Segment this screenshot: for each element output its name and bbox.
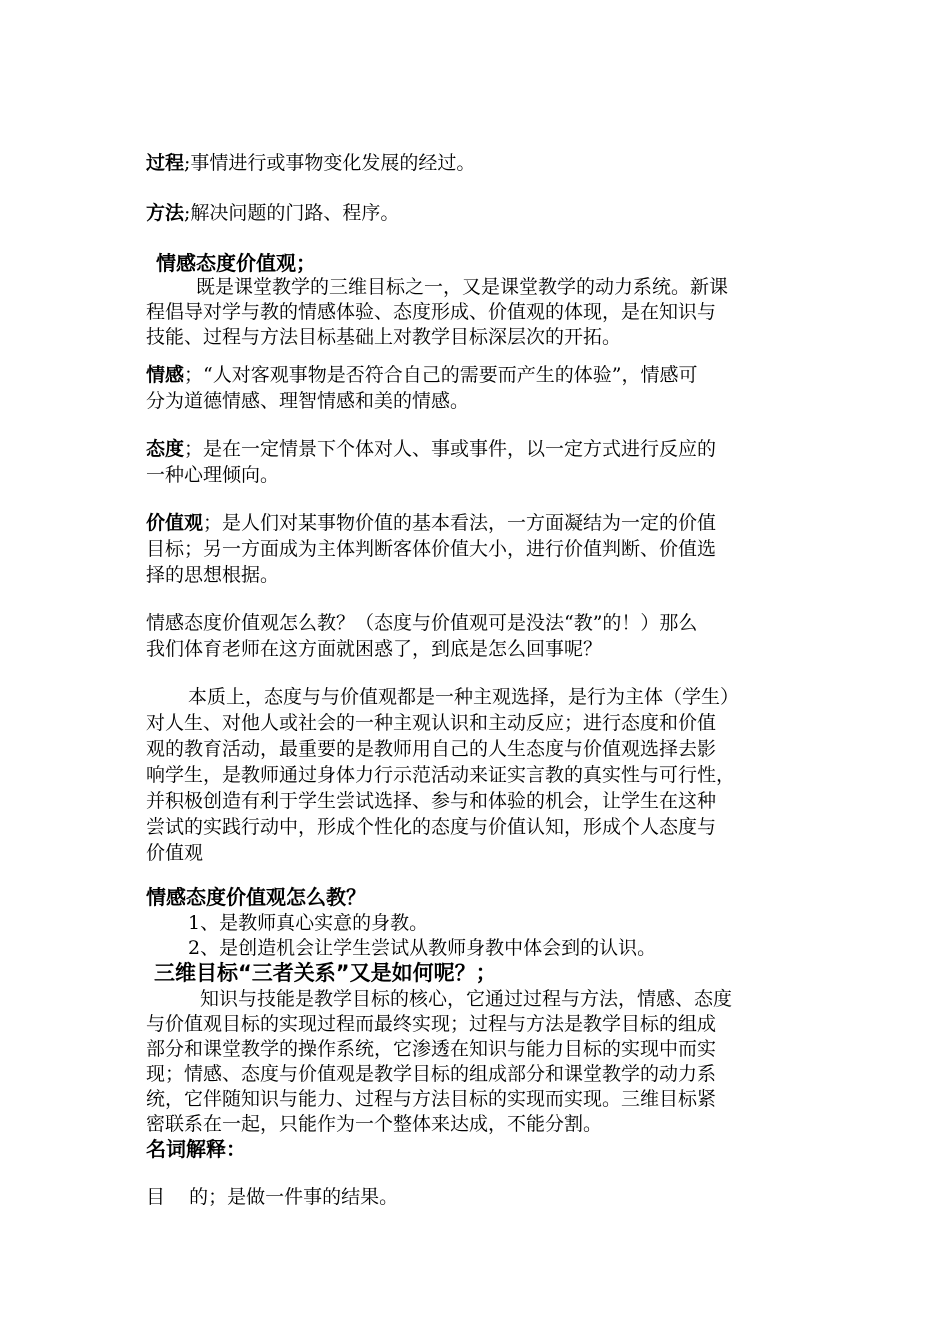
jiazhiguan-def: ；是人们对某事物价值的基本看法，一方面凝结为一定的价值 (203, 512, 717, 534)
guocheng-term: 过程 (146, 152, 185, 174)
jiazhiguan-def-line (146, 510, 716, 536)
relation-line: 与价值观目标的实现过程而最终实现；过程与方法是教学目标的组成 (146, 1013, 717, 1035)
relation-line: 部分和课堂教学的操作系统，它渗透在知识与能力目标的实现中而实 (146, 1038, 717, 1060)
intro-line: 技能、过程与方法目标基础上对教学目标深层次的开拓。 (146, 326, 622, 348)
relation-line: 知识与技能是教学目标的核心，它通过过程与方法，情感、态度 (200, 988, 733, 1010)
intro-line: 既是课堂教学的三维目标之一，又是课堂教学的动力系统。新课 (196, 276, 729, 298)
mudi-def: ；是做一件事的结果。 (208, 1186, 399, 1208)
qinggan-heading: 情感态度价值观； (156, 251, 316, 275)
fangfa-def: ;解决问题的门路、程序。 (184, 202, 400, 224)
mudi-term: 目 的 (146, 1186, 209, 1208)
qinggan-def: ；“人对客观事物是否符合自己的需要而产生的体验”，情感可 (184, 364, 698, 386)
mingci-heading: 名词解释： (146, 1137, 246, 1161)
essence-line: 尝试的实践行动中，形成个性化的态度与价值认知，形成个人态度与 (146, 816, 717, 838)
qinggan-term: 情感 (146, 364, 185, 386)
fangfa-line (146, 200, 399, 226)
essence-line: 本质上，态度与与价值观都是一种主观选择，是行为主体（学生） (188, 686, 740, 708)
fangfa-term: 方法 (146, 202, 185, 224)
question-line: 情感态度价值观怎么教？（态度与价值观可是没法“教”的！）那么 (146, 612, 698, 634)
mudi-line (146, 1184, 398, 1210)
how-heading: 情感态度价值观怎么教？ (146, 885, 366, 909)
jiazhiguan-term: 价值观 (146, 512, 204, 534)
essence-line: 观的教育活动，最重要的是教师用自己的人生态度与价值观选择去影 (146, 738, 717, 760)
guocheng-def: ;事情进行或事物变化发展的经过。 (184, 152, 476, 174)
relation-line: 现；情感、态度与价值观是教学目标的组成部分和课堂教学的动力系 (146, 1063, 717, 1085)
taidu-def-line (146, 436, 716, 462)
relation-line: 统，它伴随知识与能力、过程与方法目标的实现而实现。三维目标紧 (146, 1088, 717, 1110)
intro-line: 程倡导对学与教的情感体验、态度形成、价值观的体现，是在知识与 (146, 301, 717, 323)
essence-line: 响学生，是教师通过身体力行示范活动来证实言教的真实性与可行性， (146, 764, 736, 786)
essence-line: 价值观 (146, 842, 204, 864)
jiazhiguan-def-line: 目标；另一方面成为主体判断客体价值大小，进行价值判断、价值选 (146, 538, 717, 560)
how-item: 1、是教师真心实意的身教。 (188, 912, 429, 934)
taidu-def-line: 一种心理倾向。 (146, 464, 280, 486)
taidu-def: ；是在一定情景下个体对人、事或事件，以一定方式进行反应的 (184, 438, 717, 460)
taidu-term: 态度 (146, 438, 185, 460)
jiazhiguan-def-line: 择的思想根据。 (146, 564, 280, 586)
relation-heading: 三维目标“三者关系”又是如何呢？； (154, 961, 497, 985)
guocheng-line (146, 150, 475, 176)
relation-line: 密联系在一起，只能作为一个整体来达成，不能分割。 (146, 1113, 603, 1135)
qinggan-def-line (146, 362, 697, 388)
question-line: 我们体育老师在这方面就困惑了，到底是怎么回事呢？ (146, 638, 603, 660)
qinggan-def-line: 分为道德情感、理智情感和美的情感。 (146, 390, 470, 412)
how-item: 2、是创造机会让学生尝试从教师身教中体会到的认识。 (188, 937, 657, 959)
essence-line: 并积极创造有利于学生尝试选择、参与和体验的机会，让学生在这种 (146, 790, 717, 812)
essence-line: 对人生、对他人或社会的一种主观认识和主动反应；进行态度和价值 (146, 712, 717, 734)
